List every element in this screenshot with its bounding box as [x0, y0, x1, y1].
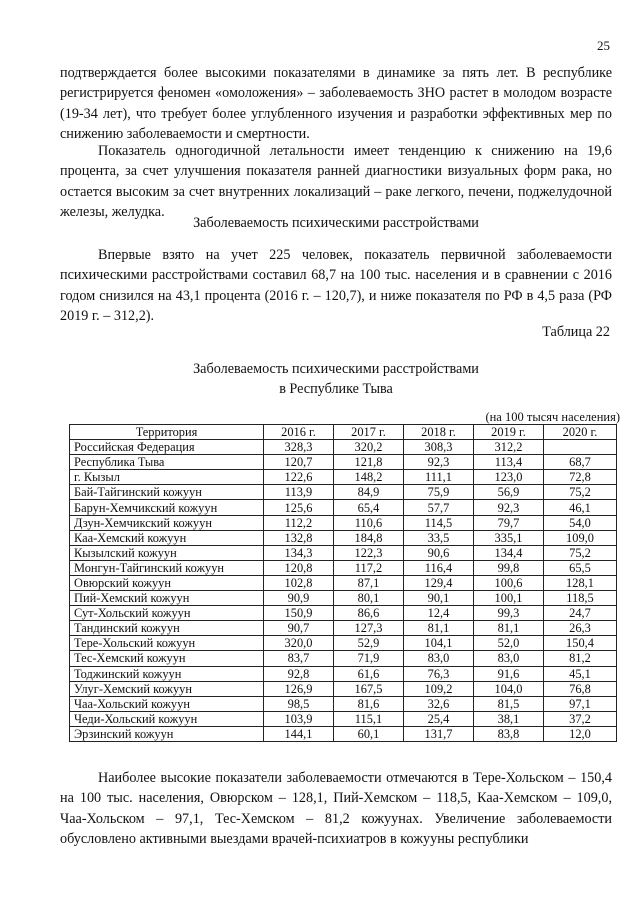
value-cell: 103,9	[264, 711, 334, 726]
value-cell: 134,4	[474, 545, 544, 560]
table-row	[70, 485, 617, 500]
table-row	[70, 696, 617, 711]
value-cell: 115,1	[334, 711, 404, 726]
value-cell: 114,5	[404, 515, 474, 530]
value-cell: 46,1	[544, 500, 617, 515]
value-cell: 33,5	[404, 530, 474, 545]
value-cell	[544, 440, 617, 455]
header-2016: 2016 г.	[264, 425, 334, 440]
value-cell: 81,5	[474, 696, 544, 711]
value-cell: 111,1	[404, 470, 474, 485]
value-cell: 84,9	[334, 485, 404, 500]
header-2017: 2017 г.	[334, 425, 404, 440]
value-cell: 125,6	[264, 500, 334, 515]
value-cell: 144,1	[264, 726, 334, 741]
table-title	[60, 359, 612, 399]
territory-cell: Тандинский кожуун	[70, 621, 264, 636]
table-row	[70, 591, 617, 606]
incidence-table	[69, 424, 617, 742]
table-row	[70, 575, 617, 590]
value-cell: 83,8	[474, 726, 544, 741]
value-cell: 122,6	[264, 470, 334, 485]
value-cell: 52,9	[334, 636, 404, 651]
value-cell: 37,2	[544, 711, 617, 726]
value-cell: 45,1	[544, 666, 617, 681]
value-cell: 104,0	[474, 681, 544, 696]
table-row	[70, 711, 617, 726]
value-cell: 167,5	[334, 681, 404, 696]
value-cell: 134,3	[264, 545, 334, 560]
territory-cell: Тоджинский кожуун	[70, 666, 264, 681]
table-row	[70, 560, 617, 575]
value-cell: 118,5	[544, 591, 617, 606]
value-cell: 76,8	[544, 681, 617, 696]
value-cell: 112,2	[264, 515, 334, 530]
value-cell: 81,2	[544, 651, 617, 666]
value-cell: 109,2	[404, 681, 474, 696]
territory-cell: Бай-Тайгинский кожуун	[70, 485, 264, 500]
value-cell: 97,1	[544, 696, 617, 711]
territory-cell: Чеди-Хольский кожуун	[70, 711, 264, 726]
value-cell: 99,3	[474, 606, 544, 621]
value-cell: 184,8	[334, 530, 404, 545]
value-cell: 38,1	[474, 711, 544, 726]
table-row	[70, 500, 617, 515]
value-cell: 81,1	[474, 621, 544, 636]
value-cell: 92,3	[474, 500, 544, 515]
value-cell: 109,0	[544, 530, 617, 545]
territory-cell: Сут-Хольский кожуун	[70, 606, 264, 621]
page-number: 25	[597, 38, 610, 53]
territory-cell: Эрзинский кожуун	[70, 726, 264, 741]
table-row	[70, 621, 617, 636]
value-cell: 123,0	[474, 470, 544, 485]
value-cell: 110,6	[334, 515, 404, 530]
table-title-line2: в Республике Тыва	[279, 381, 393, 397]
value-cell: 92,3	[404, 455, 474, 470]
value-cell: 328,3	[264, 440, 334, 455]
paragraph-intro: подтверждается более высокими показателями в динамике за пять лет. В республике регистрируется феномен «омоложения» – заболеваемость ЗНО растет в молодом возрасте (19-34 лет), что требует более углубленного изучения и разработки эффективных мер по снижению заболеваемости и смертности.	[60, 65, 612, 143]
table-row	[70, 530, 617, 545]
table-row	[70, 606, 617, 621]
value-cell: 113,9	[264, 485, 334, 500]
value-cell: 102,8	[264, 575, 334, 590]
value-cell: 116,4	[404, 560, 474, 575]
value-cell: 132,8	[264, 530, 334, 545]
territory-cell: Чаа-Хольский кожуун	[70, 696, 264, 711]
value-cell: 12,4	[404, 606, 474, 621]
table-row	[70, 651, 617, 666]
value-cell: 75,2	[544, 485, 617, 500]
value-cell: 32,6	[404, 696, 474, 711]
value-cell: 61,6	[334, 666, 404, 681]
territory-cell: Пий-Хемский кожуун	[70, 591, 264, 606]
value-cell: 79,7	[474, 515, 544, 530]
territory-cell: Республика Тыва	[70, 455, 264, 470]
value-cell: 90,6	[404, 545, 474, 560]
header-2019: 2019 г.	[474, 425, 544, 440]
value-cell: 127,3	[334, 621, 404, 636]
value-cell: 65,4	[334, 500, 404, 515]
table-row	[70, 470, 617, 485]
value-cell: 117,2	[334, 560, 404, 575]
value-cell: 122,3	[334, 545, 404, 560]
header-territory: Территория	[70, 425, 264, 440]
value-cell: 83,7	[264, 651, 334, 666]
table-row	[70, 636, 617, 651]
territory-cell: Монгун-Тайгинский кожуун	[70, 560, 264, 575]
paragraph-mortality: Показатель одногодичной летальности имеет тенденцию к снижению на 19,6 процента, за счет улучшения показателя ранней диагностики визуальных форм рака, но остается высоким за счет внутренних локализаций – раке легкого, печени, поджелудочной железы, желудка.	[60, 143, 612, 221]
header-2020: 2020 г.	[544, 425, 617, 440]
table-title-line1: Заболеваемость психическими расстройствами	[193, 361, 479, 377]
value-cell: 150,9	[264, 606, 334, 621]
value-cell: 100,1	[474, 591, 544, 606]
value-cell: 91,6	[474, 666, 544, 681]
territory-cell: Тес-Хемский кожуун	[70, 651, 264, 666]
value-cell: 72,8	[544, 470, 617, 485]
value-cell: 54,0	[544, 515, 617, 530]
value-cell: 65,5	[544, 560, 617, 575]
section-heading: Заболеваемость психическими расстройствами	[193, 215, 479, 231]
value-cell: 81,6	[334, 696, 404, 711]
value-cell: 56,9	[474, 485, 544, 500]
territory-cell: Дзун-Хемчикский кожуун	[70, 515, 264, 530]
value-cell: 83,0	[474, 651, 544, 666]
value-cell: 90,7	[264, 621, 334, 636]
value-cell: 87,1	[334, 575, 404, 590]
table-row	[70, 440, 617, 455]
value-cell: 121,8	[334, 455, 404, 470]
territory-cell: г. Кызыл	[70, 470, 264, 485]
value-cell: 76,3	[404, 666, 474, 681]
value-cell: 26,3	[544, 621, 617, 636]
value-cell: 90,9	[264, 591, 334, 606]
territory-cell: Российская Федерация	[70, 440, 264, 455]
value-cell: 80,1	[334, 591, 404, 606]
value-cell: 71,9	[334, 651, 404, 666]
value-cell: 126,9	[264, 681, 334, 696]
table-body	[70, 440, 617, 742]
value-cell: 90,1	[404, 591, 474, 606]
value-cell: 120,8	[264, 560, 334, 575]
value-cell: 68,7	[544, 455, 617, 470]
header-2018: 2018 г.	[404, 425, 474, 440]
territory-cell: Кызылский кожуун	[70, 545, 264, 560]
table-row	[70, 666, 617, 681]
value-cell: 86,6	[334, 606, 404, 621]
value-cell: 81,1	[404, 621, 474, 636]
value-cell: 308,3	[404, 440, 474, 455]
paragraph-highest-rates: Наиболее высокие показатели заболеваемости отмечаются в Тере-Хольском – 150,4 на 100 тыс. населения, Овюрском – 128,1, Пий-Хемском – 118,5, Каа-Хемском – 109,0, Чаа-Хольском – 97,1, Тес-Хемском – 81,2 кожуунах. Увеличение заболеваемости обусловлено активными выездами врачей-психиатров в кожууны республики	[60, 770, 612, 848]
value-cell: 92,8	[264, 666, 334, 681]
value-cell: 113,4	[474, 455, 544, 470]
territory-cell: Тере-Хольский кожуун	[70, 636, 264, 651]
value-cell: 128,1	[544, 575, 617, 590]
value-cell: 312,2	[474, 440, 544, 455]
table-header-row	[70, 425, 617, 440]
value-cell: 98,5	[264, 696, 334, 711]
table-row	[70, 545, 617, 560]
value-cell: 120,7	[264, 455, 334, 470]
value-cell: 131,7	[404, 726, 474, 741]
table-row	[70, 726, 617, 741]
value-cell: 52,0	[474, 636, 544, 651]
value-cell: 320,2	[334, 440, 404, 455]
value-cell: 104,1	[404, 636, 474, 651]
table-row	[70, 681, 617, 696]
value-cell: 148,2	[334, 470, 404, 485]
table-label: Таблица 22	[542, 324, 610, 340]
value-cell: 12,0	[544, 726, 617, 741]
value-cell: 25,4	[404, 711, 474, 726]
territory-cell: Каа-Хемский кожуун	[70, 530, 264, 545]
table-row	[70, 455, 617, 470]
value-cell: 335,1	[474, 530, 544, 545]
table-row	[70, 515, 617, 530]
paragraph-mental-disorders: Впервые взято на учет 225 человек, показатель первичной заболеваемости психическими расстройствами составил 68,7 на 100 тыс. населения и в сравнении с 2016 годом снизился на 43,1 процента (2016 г. – 120,7), и ниже показателя по РФ в 4,5 раза (РФ 2019 г. – 312,2).	[60, 247, 612, 325]
value-cell: 150,4	[544, 636, 617, 651]
value-cell: 75,9	[404, 485, 474, 500]
value-cell: 129,4	[404, 575, 474, 590]
territory-cell: Улуг-Хемский кожуун	[70, 681, 264, 696]
table-units: (на 100 тысяч населения)	[485, 410, 620, 424]
territory-cell: Овюрский кожуун	[70, 575, 264, 590]
territory-cell: Барун-Хемчикский кожуун	[70, 500, 264, 515]
value-cell: 320,0	[264, 636, 334, 651]
value-cell: 83,0	[404, 651, 474, 666]
value-cell: 99,8	[474, 560, 544, 575]
value-cell: 75,2	[544, 545, 617, 560]
value-cell: 100,6	[474, 575, 544, 590]
value-cell: 60,1	[334, 726, 404, 741]
value-cell: 57,7	[404, 500, 474, 515]
value-cell: 24,7	[544, 606, 617, 621]
